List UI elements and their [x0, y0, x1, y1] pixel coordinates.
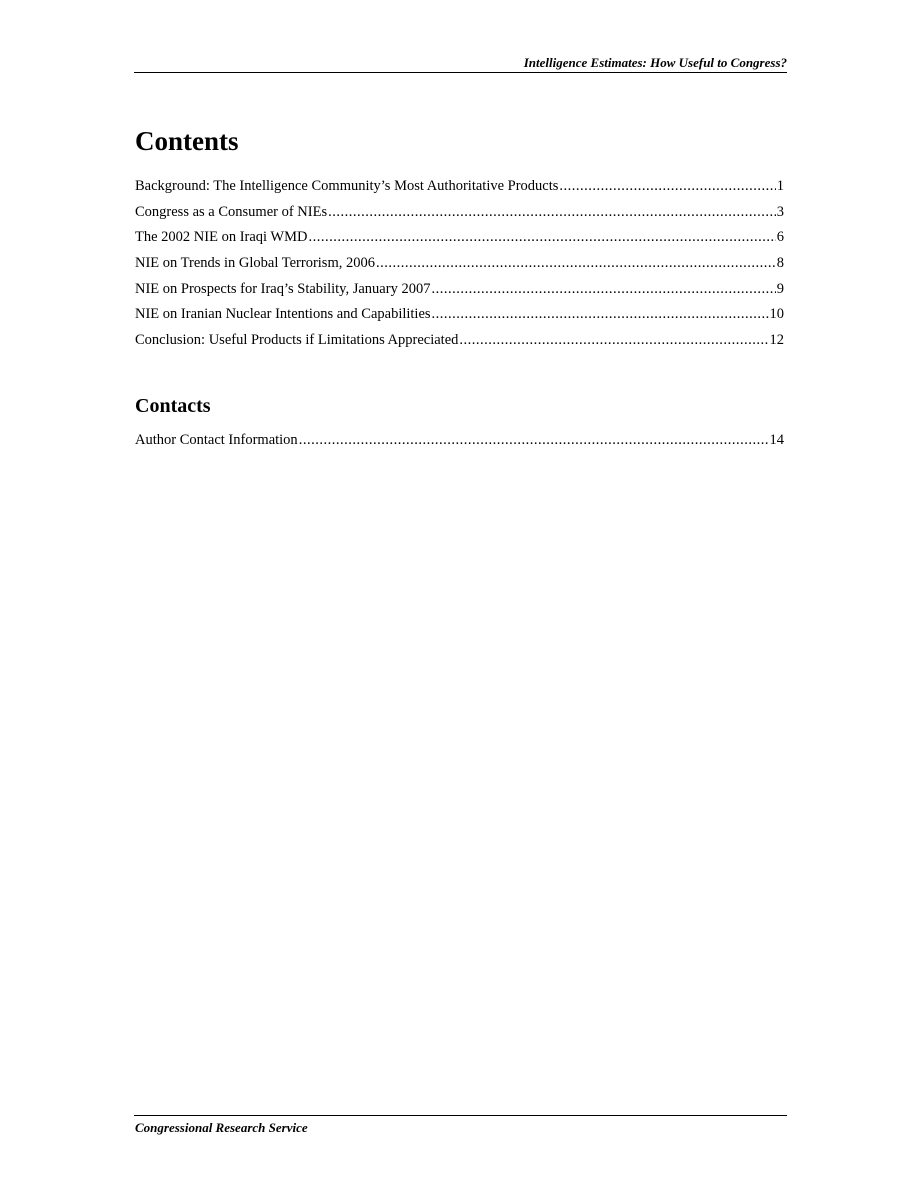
dot-leader: [328, 202, 776, 222]
toc-entry-congress-consumer[interactable]: [135, 202, 784, 228]
toc-entry-title: NIE on Iranian Nuclear Intentions and Capabilities: [135, 306, 431, 323]
dot-leader: [431, 279, 775, 299]
toc-entry-page: 10: [769, 306, 784, 323]
toc-entry-conclusion[interactable]: [135, 330, 784, 356]
toc-entry-title: The 2002 NIE on Iraqi WMD: [135, 229, 308, 246]
toc-entry-page: 14: [769, 432, 784, 448]
footer-rule: [134, 1115, 787, 1116]
toc-entry-title: Author Contact Information: [135, 432, 298, 448]
running-header: Intelligence Estimates: How Useful to Congress?: [523, 55, 787, 70]
toc-entry-page: 9: [776, 280, 784, 297]
toc-entry-author-contact[interactable]: [135, 430, 784, 456]
toc-entry-title: Conclusion: Useful Products if Limitations Appreciated: [135, 332, 459, 349]
header-rule: [134, 72, 787, 73]
toc-entry-page: 12: [769, 332, 784, 349]
toc-entry-iraq-stability[interactable]: [135, 279, 784, 305]
dot-leader: [376, 253, 776, 273]
toc-entry-page: 3: [776, 203, 784, 220]
dot-leader: [432, 304, 769, 324]
contacts-heading: Contacts: [135, 395, 211, 417]
toc-entry-global-terrorism[interactable]: [135, 253, 784, 279]
table-of-contents: [135, 176, 784, 356]
toc-entry-page: 1: [776, 178, 784, 194]
toc-entry-iraqi-wmd[interactable]: [135, 227, 784, 253]
toc-entry-title: Background: The Intelligence Community’s Most Authoritative Products: [135, 178, 559, 194]
toc-entry-page: 6: [776, 229, 784, 246]
dot-leader: [299, 430, 769, 450]
contacts-list: [135, 430, 784, 456]
toc-entry-title: Congress as a Consumer of NIEs: [135, 203, 328, 220]
toc-entry-iranian-nuclear[interactable]: [135, 304, 784, 330]
toc-entry-title: NIE on Trends in Global Terrorism, 2006: [135, 255, 375, 272]
dot-leader: [459, 330, 768, 350]
toc-entry-page: 8: [776, 255, 784, 272]
contents-heading: Contents: [135, 126, 239, 156]
dot-leader: [309, 227, 776, 247]
dot-leader: [559, 176, 775, 196]
running-footer: Congressional Research Service: [135, 1120, 308, 1135]
toc-entry-title: NIE on Prospects for Iraq’s Stability, January 2007: [135, 280, 431, 297]
toc-entry-background[interactable]: [135, 176, 784, 202]
